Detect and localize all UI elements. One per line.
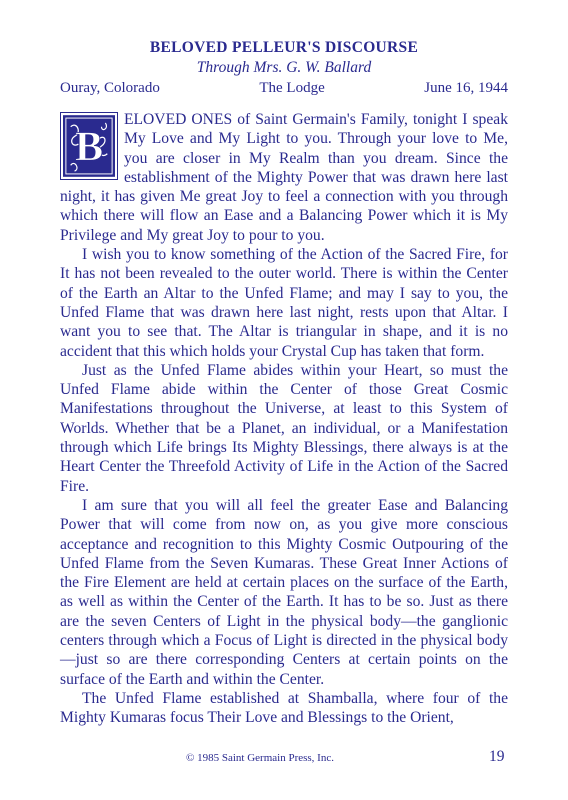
dropcap-letter-icon <box>63 115 115 177</box>
dateline <box>60 78 508 98</box>
place-label: Ouray, Colorado <box>60 80 160 96</box>
paragraph: Just as the Unfed Flame abides within your Heart, so must the Unfed Flame abide within the Center of those Great Cosmic Manifestations throughout the Universe, at least to this System of Worlds. Whether that be a Planet, an individual, or a Manifestation through which Life brings Its Mighty Blessings, there always is at the Heart Center the Threefold Activity of Life in the Action of the Sacred Fire. <box>60 361 508 495</box>
paragraph: I wish you to know something of the Action of the Sacred Fire, for It has not been revealed to the outer world. There is within the Center of the Earth an Altar to the Unfed Flame; and may I say to you, the Unfed Flame that was drawn here last night, rests upon that Altar. I want you to see that. The Altar is triangular in shape, and it is no accident that this which holds your Crystal Cup has taken that form. <box>60 246 508 360</box>
discourse-body <box>60 110 508 728</box>
discourse-subtitle: Through Mrs. G. W. Ballard <box>196 59 372 76</box>
page-footer <box>0 748 568 772</box>
copyright-notice: © 1985 Saint Germain Press, Inc. <box>186 752 334 764</box>
paragraph: The Unfed Flame established at Shamballa, where four of the Mighty Kumaras focus Their Love and Blessings to the Orient, <box>60 689 508 727</box>
discourse-title: BELOVED PELLEUR'S DISCOURSE <box>149 39 419 56</box>
venue-label: The Lodge <box>259 80 325 96</box>
date-label: June 16, 1944 <box>424 80 508 96</box>
paragraph <box>60 110 508 245</box>
page-number: 19 <box>489 748 505 765</box>
dropcap-letter: B <box>74 123 104 171</box>
paragraph: I am sure that you will all feel the greater Ease and Balancing Power that will come from now on, as you give more conscious acceptance and recognition to this Mighty Cosmic Outpouring of the Unfed Flame from the Seven Kumaras. These Great Inner Actions of the Fire Element are held at certain places on the surface of the Earth, as well as within the Center of the Earth. It has to be so. Just as there are the seven Centers of Light in the physical body—the ganglionic centers through which a Focus of Light is directed in the physical body—just so are there corresponding Centers at certain points on the surface of the Earth and within the Center. <box>60 496 508 688</box>
ornamental-dropcap <box>60 112 118 180</box>
paragraph-text: ELOVED ONES of Saint Germain's Family, tonight I speak My Love and My Light to you. Through your love to Me, you are closer in My Realm than you dream. Since the establishment of the Mighty Power that was drawn here last night, it has given Me great Joy to feel a connection with you through which there will flow an Ease and a Balancing Power which it is My Privilege and My great Joy to pour to you. <box>60 111 508 244</box>
page-content <box>60 38 508 728</box>
